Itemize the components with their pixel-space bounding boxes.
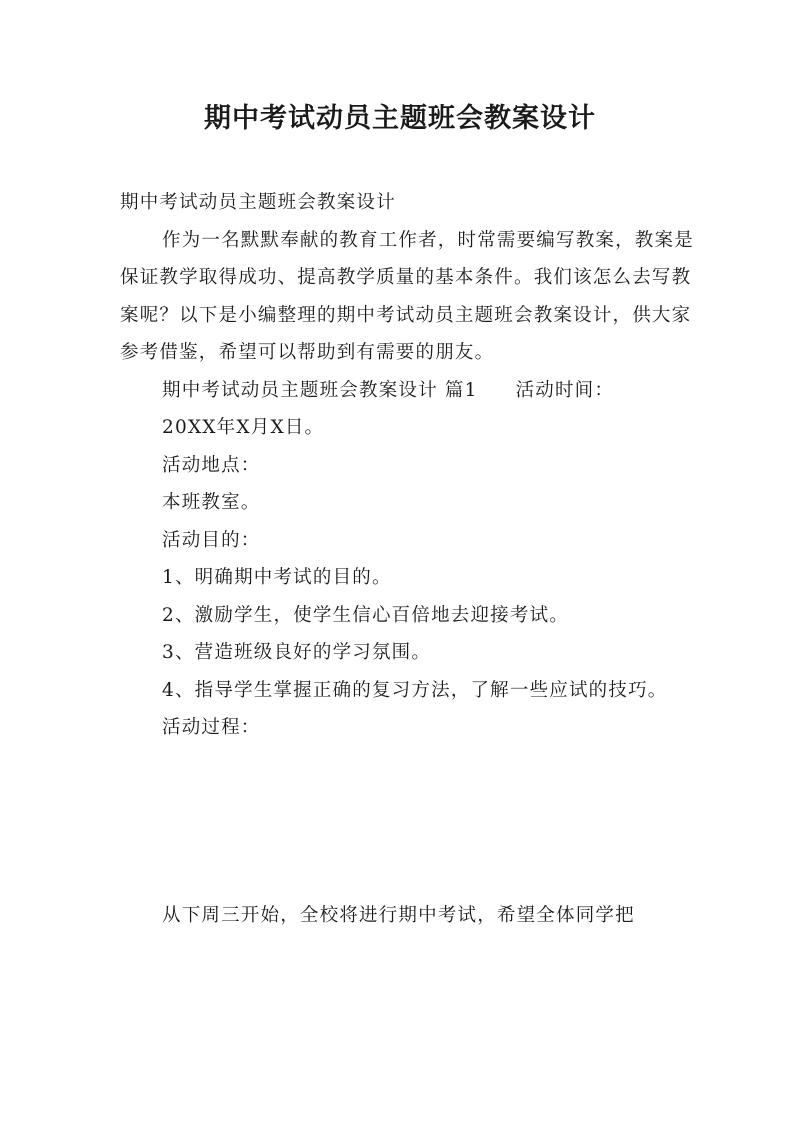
document-body bbox=[120, 184, 695, 934]
process-label: 活动过程： bbox=[162, 717, 261, 738]
goal-label: 活动目的： bbox=[162, 529, 261, 551]
goal-item: 3、营造班级良好的学习氛围。 bbox=[162, 642, 432, 663]
section-heading-line bbox=[120, 372, 695, 410]
page-title: 期中考试动员主题班会教案设计 bbox=[204, 103, 596, 134]
time-value: 20XX年X月X日。 bbox=[162, 417, 325, 438]
process-paragraph: 从下周三开始，全校将进行期中考试，希望全体同学把 bbox=[162, 904, 635, 926]
document-subtitle: 期中考试动员主题班会教案设计 bbox=[120, 192, 396, 213]
intro-paragraph: 作为一名默默奉献的教育工作者，时常需要编写教案，教案是保证教学取得成功、提高教学质量的基本条件。我们该怎么去写教案呢？以下是小编整理的期中考试动员主题班会教案设计，供大家参考借鉴，希望可以帮助到有需要的朋友。 bbox=[120, 229, 694, 363]
goal-item: 1、明确期中考试的目的。 bbox=[162, 567, 392, 588]
place-label: 活动地点： bbox=[162, 454, 261, 476]
section-heading: 期中考试动员主题班会教案设计 篇1 bbox=[162, 379, 478, 401]
goal-item: 4、指导学生掌握正确的复习方法，了解一些应试的技巧。 bbox=[162, 679, 668, 701]
goal-item: 2、激励学生，使学生信心百倍地去迎接考试。 bbox=[162, 604, 569, 626]
place-value: 本班教室。 bbox=[162, 492, 261, 513]
time-label: 活动时间： bbox=[515, 379, 615, 401]
